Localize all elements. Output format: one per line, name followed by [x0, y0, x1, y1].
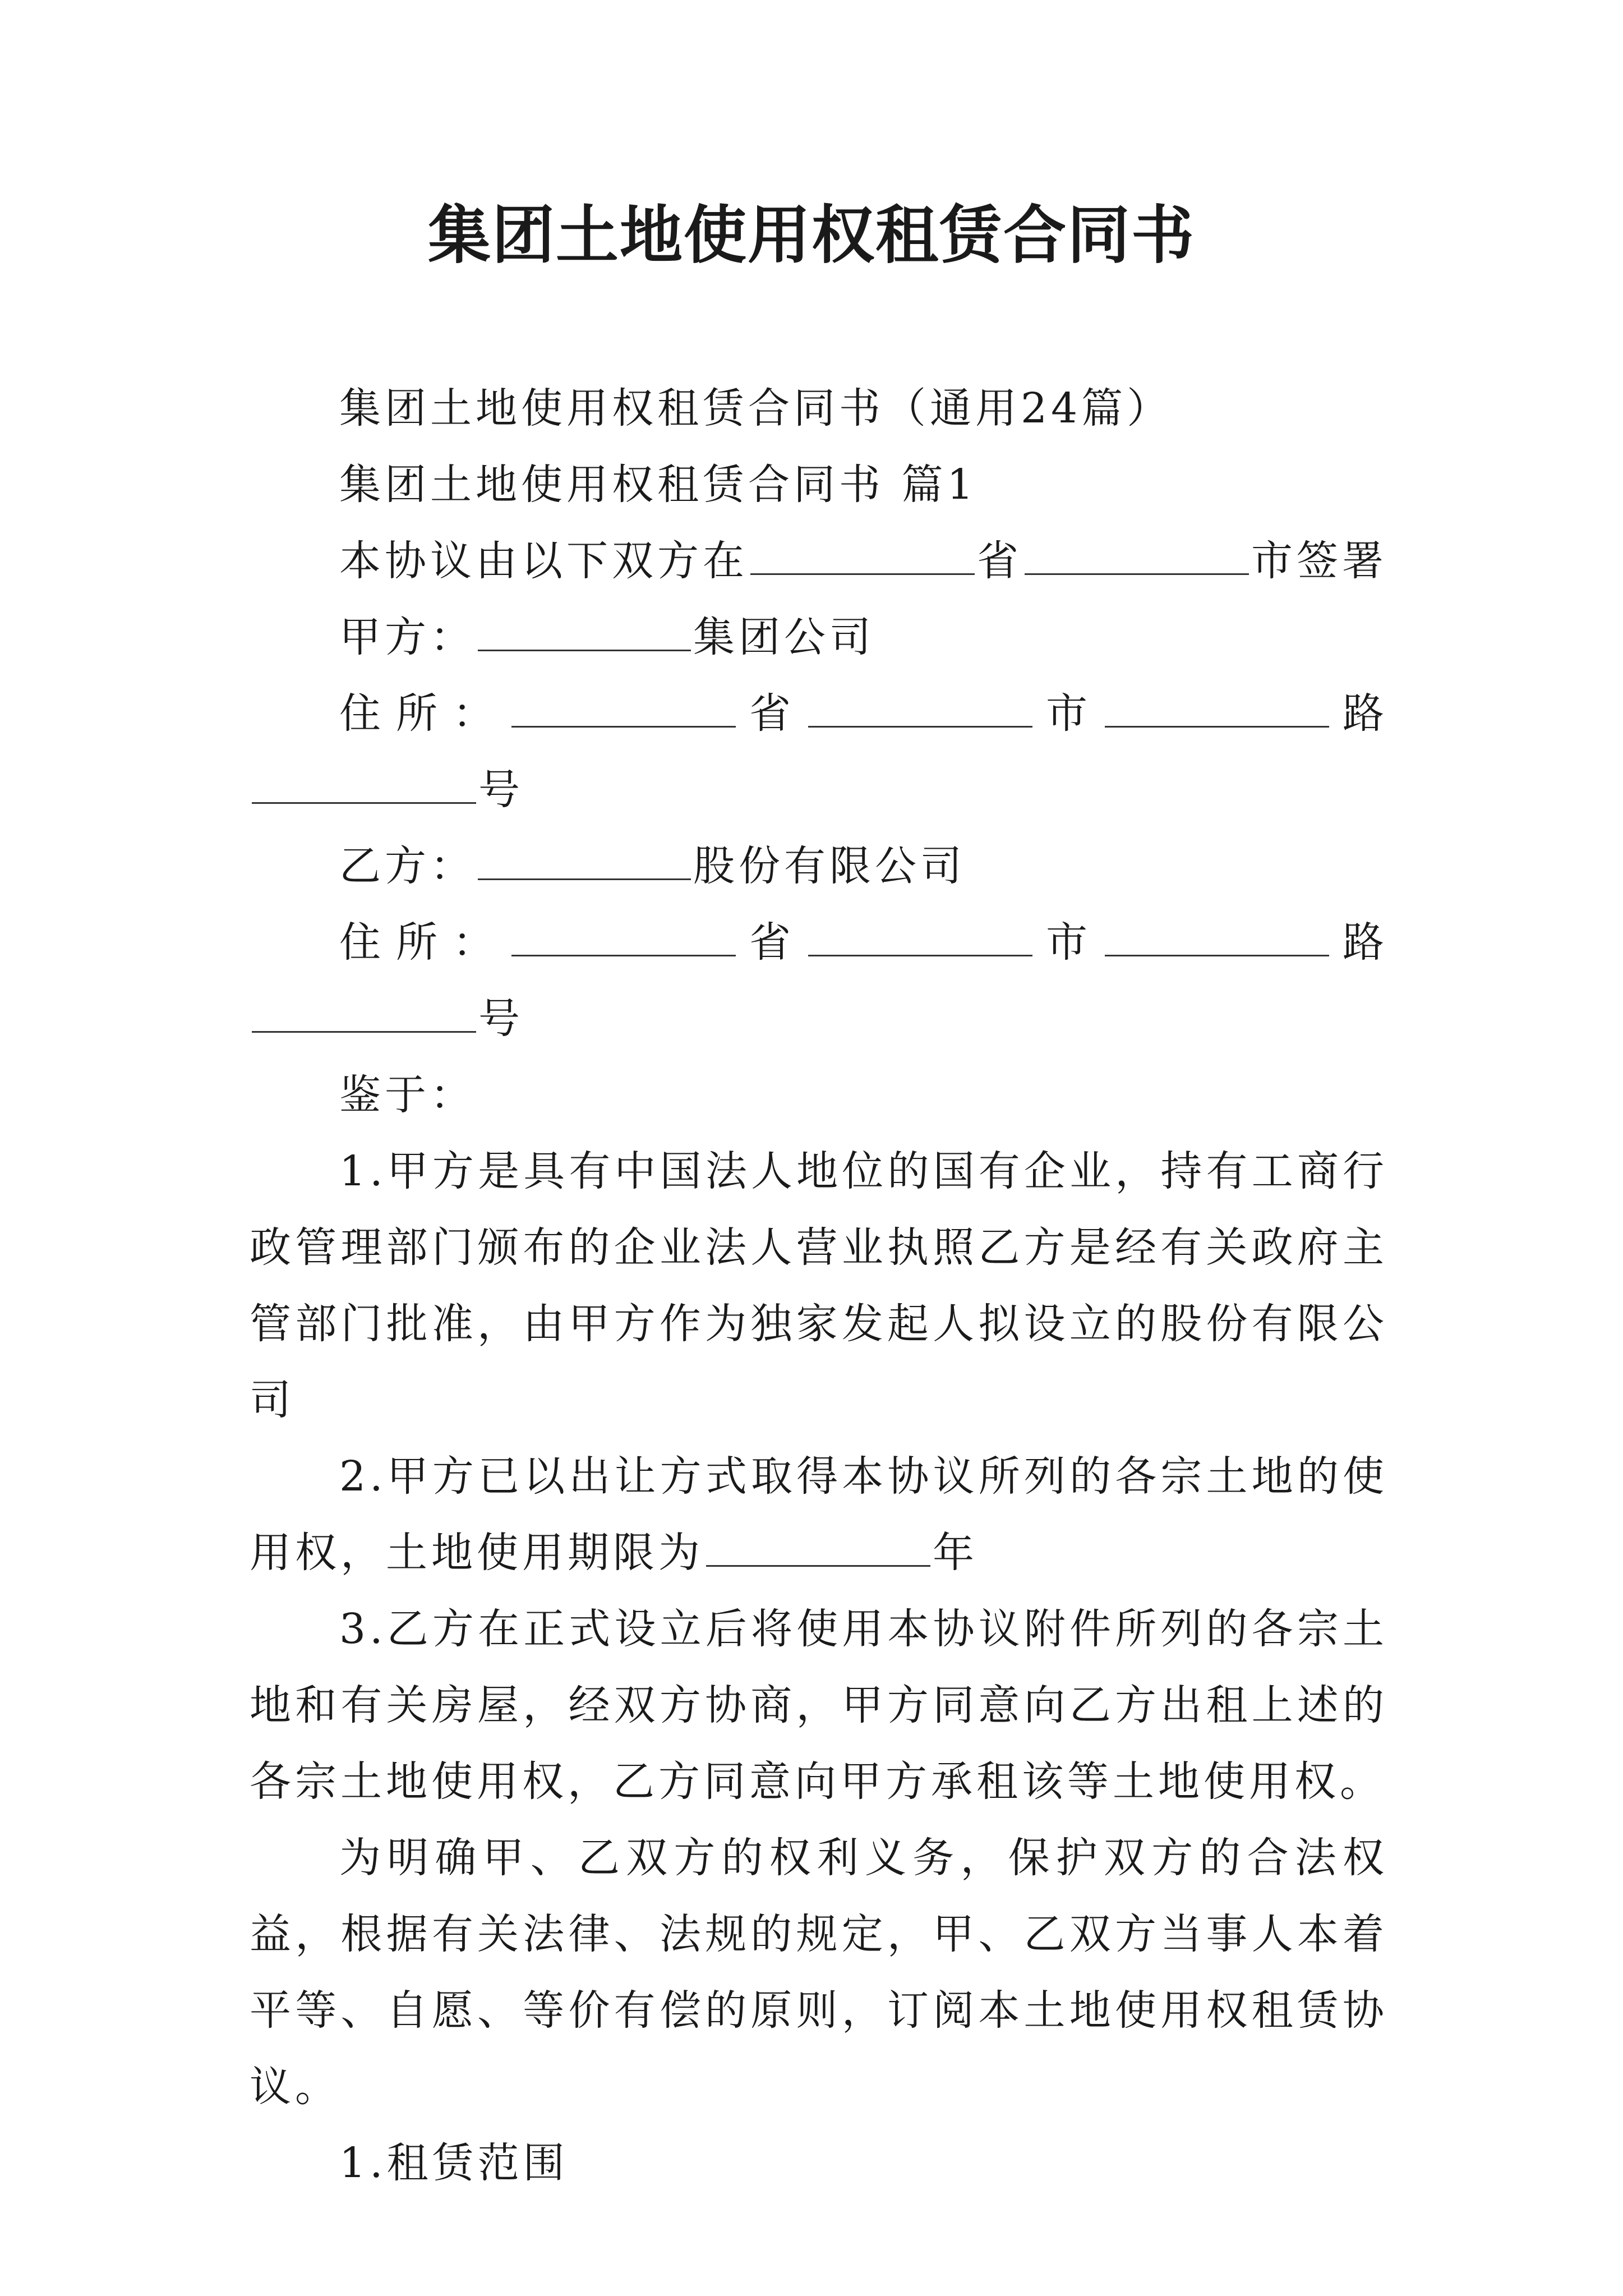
whereas-heading: 鉴于： [339, 1071, 476, 1119]
purpose-paragraph: 为明确甲、乙双方的权利义务，保护双方的合法权益，根据有关法律、法规的规定，甲、乙双方当事人本着平等、自愿、等价有偿的原则，订阅本土地使用权租赁协议。 [250, 1834, 1388, 2111]
party-a-name-blank [478, 616, 691, 651]
party-b-number-blank [252, 997, 476, 1033]
section-heading: 集团土地使用权租赁合同书 篇1 [339, 461, 978, 509]
party-b-address: 住所： 省 市 路号 [250, 904, 1388, 1057]
party-a-number-blank [252, 769, 476, 804]
party-a-address: 住所： 省 市 路号 [250, 675, 1388, 828]
party-a-province-blank [511, 692, 736, 728]
party-a-line: 甲方： 集团公司 [339, 613, 875, 661]
document-title: 集团土地使用权租赁合同书 [428, 199, 1195, 272]
clause-3: 3.乙方在正式设立后将使用本协议附件所列的各宗土地和有关房屋，经双方协商，甲方同意向乙方出租上述的各宗土地使用权，乙方同意向甲方承租该等土地使用权。 [250, 1605, 1388, 1806]
party-b-city-blank [808, 921, 1032, 956]
scope-heading: 1.租赁范围 [339, 2139, 569, 2187]
party-b-road-blank [1105, 921, 1329, 956]
document-body [250, 370, 1388, 2201]
party-b-name-blank [478, 845, 691, 880]
clause-1: 1.甲方是具有中国法人地位的国有企业，持有工商行政管理部门颁布的企业法人营业执照乙方是经有关政府主管部门批准，由甲方作为独家发起人拟设立的股份有限公司 [250, 1147, 1388, 1424]
term-years-blank [706, 1531, 930, 1567]
document-subtitle: 集团土地使用权租赁合同书（通用24篇） [339, 384, 1173, 432]
party-b-province-blank [511, 921, 736, 956]
signing-line: 本协议由以下双方在 省 市签署 [339, 537, 1387, 585]
city-blank [1025, 540, 1249, 575]
clause-2: 2.甲方已以出让方式取得本协议所列的各宗土地的使用权，土地使用期限为 年 [250, 1452, 1388, 1577]
party-a-city-blank [808, 692, 1032, 728]
province-blank [750, 540, 975, 575]
party-b-line: 乙方： 股份有限公司 [339, 842, 966, 890]
party-a-road-blank [1105, 692, 1329, 728]
